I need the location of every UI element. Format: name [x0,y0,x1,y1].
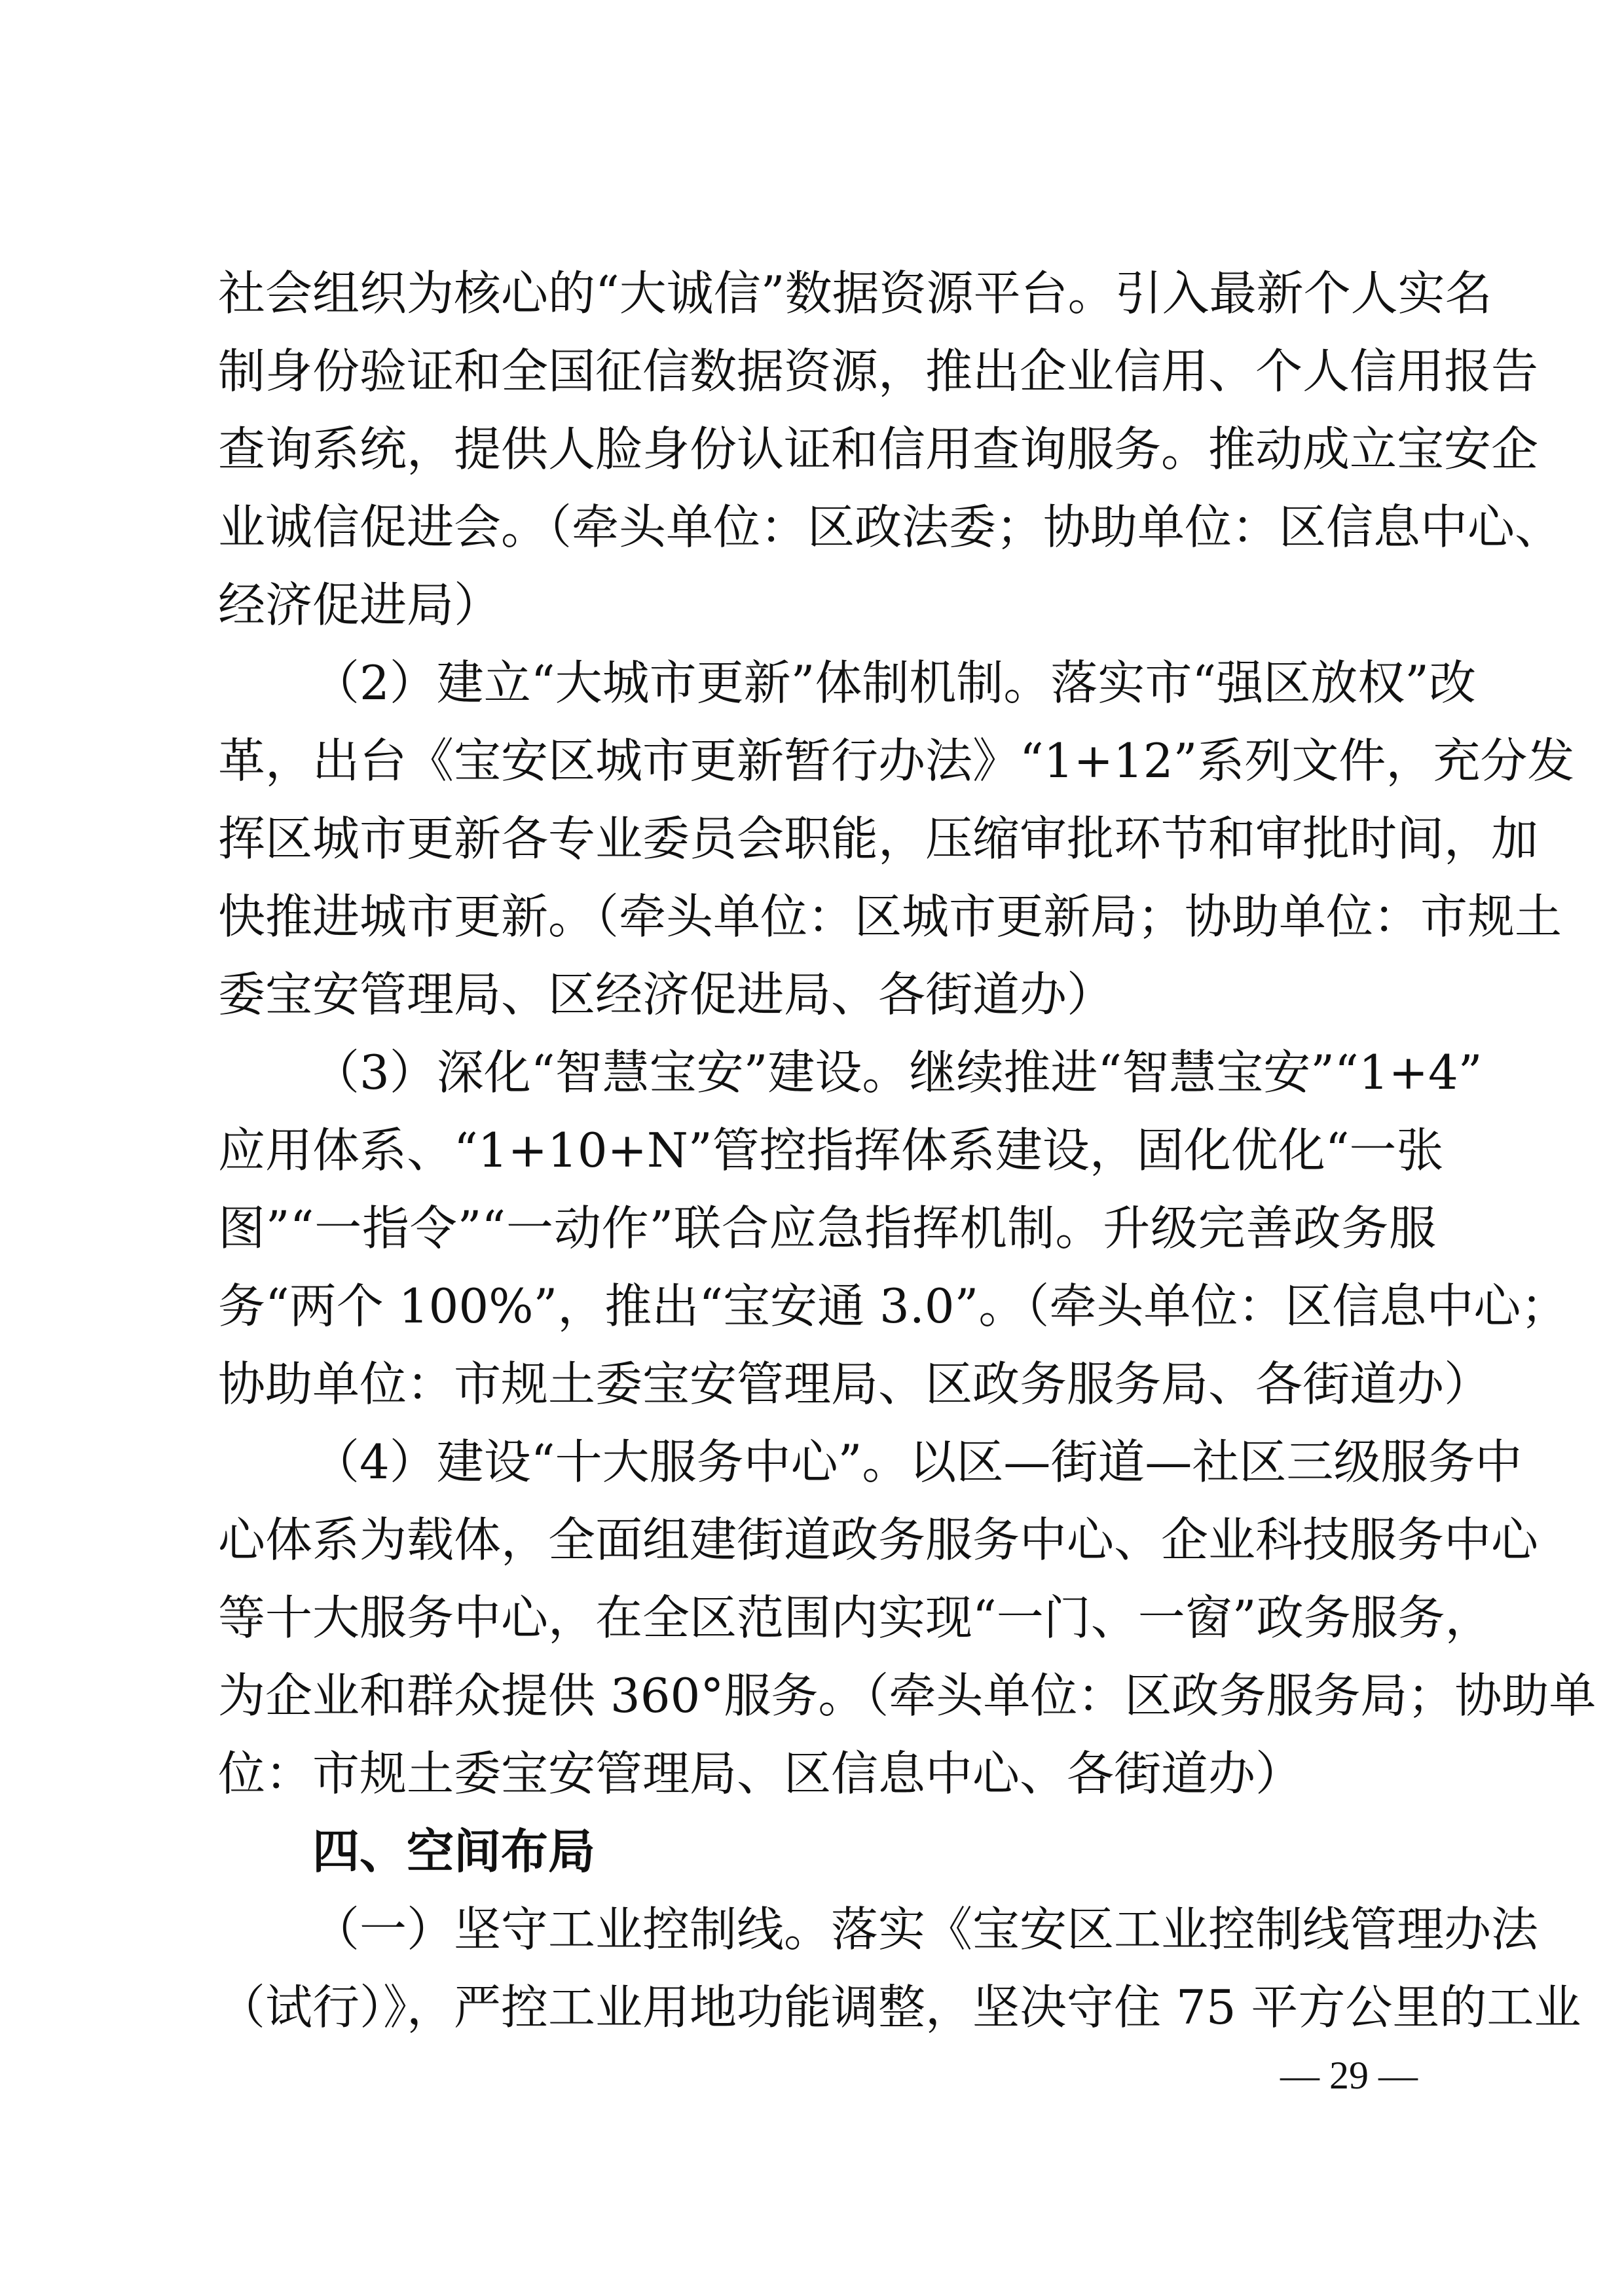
paragraph-line: 等十大服务中心，在全区范围内实现“一门、一窗”政务服务， [218,1590,1492,1645]
paragraph-line: 业诚信促进会。（牵头单位：区政法委；协助单位：区信息中心、 [218,500,1562,555]
paragraph-line: 经济促进局） [218,577,502,632]
paragraph-line: 图”“一指令”“一动作”联合应急指挥机制。升级完善政务服 [218,1201,1436,1256]
paragraph-line: 位：市规土委宝安管理局、区信息中心、各街道办） [218,1746,1303,1801]
section-heading: 四、空间布局 [312,1824,596,1879]
paragraph-line: 革，出台《宝安区城市更新暂行办法》“1+12”系列文件，充分发 [218,733,1575,788]
paragraph-line: 务“两个 100%”，推出“宝安通 3.0”。（牵头单位：区信息中心； [218,1279,1568,1334]
paragraph-line: 快推进城市更新。（牵头单位：区城市更新局；协助单位：市规土 [218,889,1562,944]
paragraph-line: 应用体系、“1+10+N”管控指挥体系建设，固化优化“一张 [218,1123,1444,1178]
paragraph-line: （3）深化“智慧宝安”建设。继续推进“智慧宝安”“1+4” [312,1045,1483,1100]
paragraph-line: 心体系为载体，全面组建街道政务服务中心、企业科技服务中心 [218,1512,1539,1567]
paragraph-line: （4）建设“十大服务中心”。以区—街道—社区三级服务中 [312,1434,1522,1489]
paragraph-line: （试行）》，严控工业用地功能调整，坚决守住 75 平方公里的工业 [218,1980,1581,2035]
page-number: — 29 — [1280,2054,1418,2097]
paragraph-line: 协助单位：市规土委宝安管理局、区政务服务局、各街道办） [218,1357,1492,1412]
paragraph-line: 制身份验证和全国征信数据资源，推出企业信用、个人信用报告 [218,344,1539,399]
paragraph-line: 挥区城市更新各专业委员会职能，压缩审批环节和审批时间，加 [218,811,1539,866]
paragraph-line: 为企业和群众提供 360°服务。（牵头单位：区政务服务局；协助单 [218,1668,1596,1723]
paragraph-line: 委宝安管理局、区经济促进局、各街道办） [218,967,1115,1022]
paragraph-line: （一）坚守工业控制线。落实《宝安区工业控制线管理办法 [312,1902,1539,1957]
paragraph-line: （2）建立“大城市更新”体制机制。落实市“强区放权”改 [312,655,1477,710]
paragraph-line: 社会组织为核心的“大诚信”数据资源平台。引入最新个人实名 [218,266,1492,321]
paragraph-line: 查询系统，提供人脸身份认证和信用查询服务。推动成立宝安企 [218,422,1539,477]
